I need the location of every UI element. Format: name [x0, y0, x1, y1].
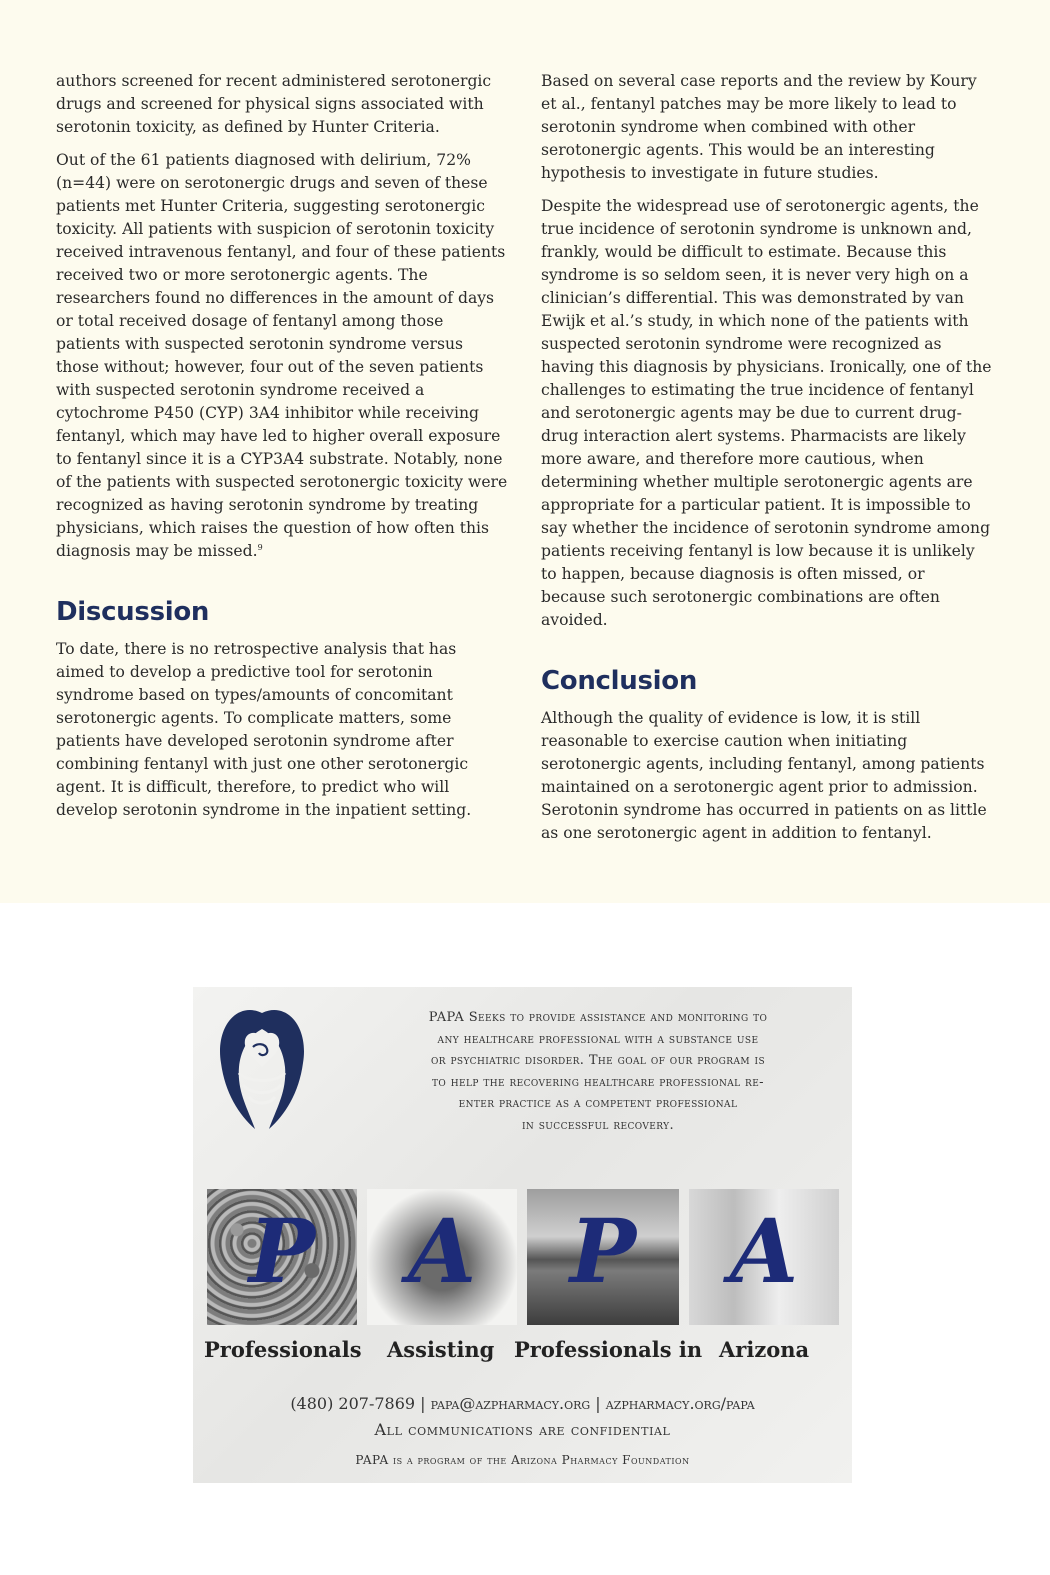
tile-hands — [367, 1189, 517, 1325]
acronym-word: Assisting — [387, 1337, 495, 1362]
citation-superscript: 9 — [257, 542, 263, 552]
foundation-note: PAPA is a program of the Arizona Pharmacy Foundation — [355, 1453, 690, 1467]
paragraph: Despite the widespread use of serotonergic agents, the true incidence of serotonin syndrome is unknown and, frankly, would be difficult to estimate. Because this syndrome is so seldom seen, it is never very high on a clinician’s differential. This was demonstrated by van Ewijk et al.’s study, in which none of the patients with suspected serotonin syndrome were recognized as having this diagnosis by physicians. Ironically, one of the challenges to estimating the true incidence of fentanyl and serotonergic agents may be due to current drug-drug interaction alert systems. Pharmacists are likely more aware, and therefore more cautious, when determining whether multiple serotonergic agents are appropriate for a particular patient. It is impossible to say whether the incidence of serotonin syndrome among patients receiving fentanyl is low because it is unlikely to happen, because diagnosis is often missed, or because such serotonergic combinations are often avoided. — [541, 197, 992, 629]
mission-statement: PAPA Seeks to provide assistance and monitoring to any healthcare professional with a substance use or psychiatric disorder. The goal of our program is to help the recovering healthcare professional re- enter practice as a competent professional in successful recovery. — [428, 1010, 768, 1133]
conclusion-heading: Conclusion — [541, 666, 698, 696]
acronym-word: Arizona — [719, 1337, 810, 1362]
confidential-notice: All communications are confidential — [374, 1420, 671, 1439]
paragraph: Based on several case reports and the review by Koury et al., fentanyl patches may be more likely to lead to serotonin syndrome when combined with other serotonergic agents. This would be an interesting hypothesis to investigate in future studies. — [541, 72, 977, 182]
tile-pebbles — [207, 1189, 357, 1325]
tile-letter: A — [407, 1199, 477, 1303]
papa-advertisement — [193, 987, 852, 1483]
discussion-heading: Discussion — [56, 597, 210, 627]
acronym-word: Professionals in — [514, 1337, 703, 1362]
acronym-word: Professionals — [204, 1337, 362, 1362]
tile-letter: P — [569, 1199, 637, 1303]
discussion-paragraph: To date, there is no retrospective analysis that has aimed to develop a predictive tool for serotonin syndrome based on types/amounts of concomitant serotonergic agents. To complicate matters, some patients have developed serotonin syndrome after combining fentanyl with just one other serotonergic agent. It is difficult, therefore, to predict who will develop serotonin syndrome in the inpatient setting. — [56, 640, 472, 819]
papa-heart-hands-logo — [217, 1007, 307, 1133]
left-column — [56, 70, 508, 832]
tile-letter: P — [248, 1199, 316, 1303]
right-column — [541, 70, 993, 855]
conclusion-paragraph: Although the quality of evidence is low, it is still reasonable to exercise caution when initiating serotonergic agents, including fentanyl, among patients maintained on a serotonergic agent prior to admission. Serotonin syndrome has occurred in patients on as little as one serotonergic agent in addition to fentanyl. — [541, 709, 987, 842]
tile-letter: A — [729, 1199, 799, 1303]
contact-line: (480) 207-7869 | papa@azpharmacy.org | azpharmacy.org/papa — [290, 1394, 755, 1413]
acronym-words — [193, 1337, 852, 1371]
paragraph: authors screened for recent administered serotonergic drugs and screened for physical signs associated with serotonin toxicity, as defined by Hunter Criteria. — [56, 72, 492, 136]
paragraph: Out of the 61 patients diagnosed with delirium, 72% (n=44) were on serotonergic drugs and seven of these patients met Hunter Criteria, suggesting serotonergic toxicity. All patients with suspicion of serotonin toxicity received intravenous fentanyl, and four of these patients received two or more serotonergic agents. The researchers found no differences in the amount of days or total received dosage of fentanyl among those patients with suspected serotonin syndrome versus those without; however, four out of the seven patients with suspected serotonin syndrome received a cytochrome P450 (CYP) 3A4 inhibitor while receiving fentanyl, which may have led to higher overall exposure to fentanyl since it is a CYP3A4 substrate. Notably, none of the patients with suspected serotonergic toxicity were recognized as having serotonin syndrome by treating physicians, which raises the question of how often this diagnosis may be missed.$^9$ — [56, 151, 508, 560]
tile-dock — [527, 1189, 679, 1325]
tile-people — [689, 1189, 839, 1325]
